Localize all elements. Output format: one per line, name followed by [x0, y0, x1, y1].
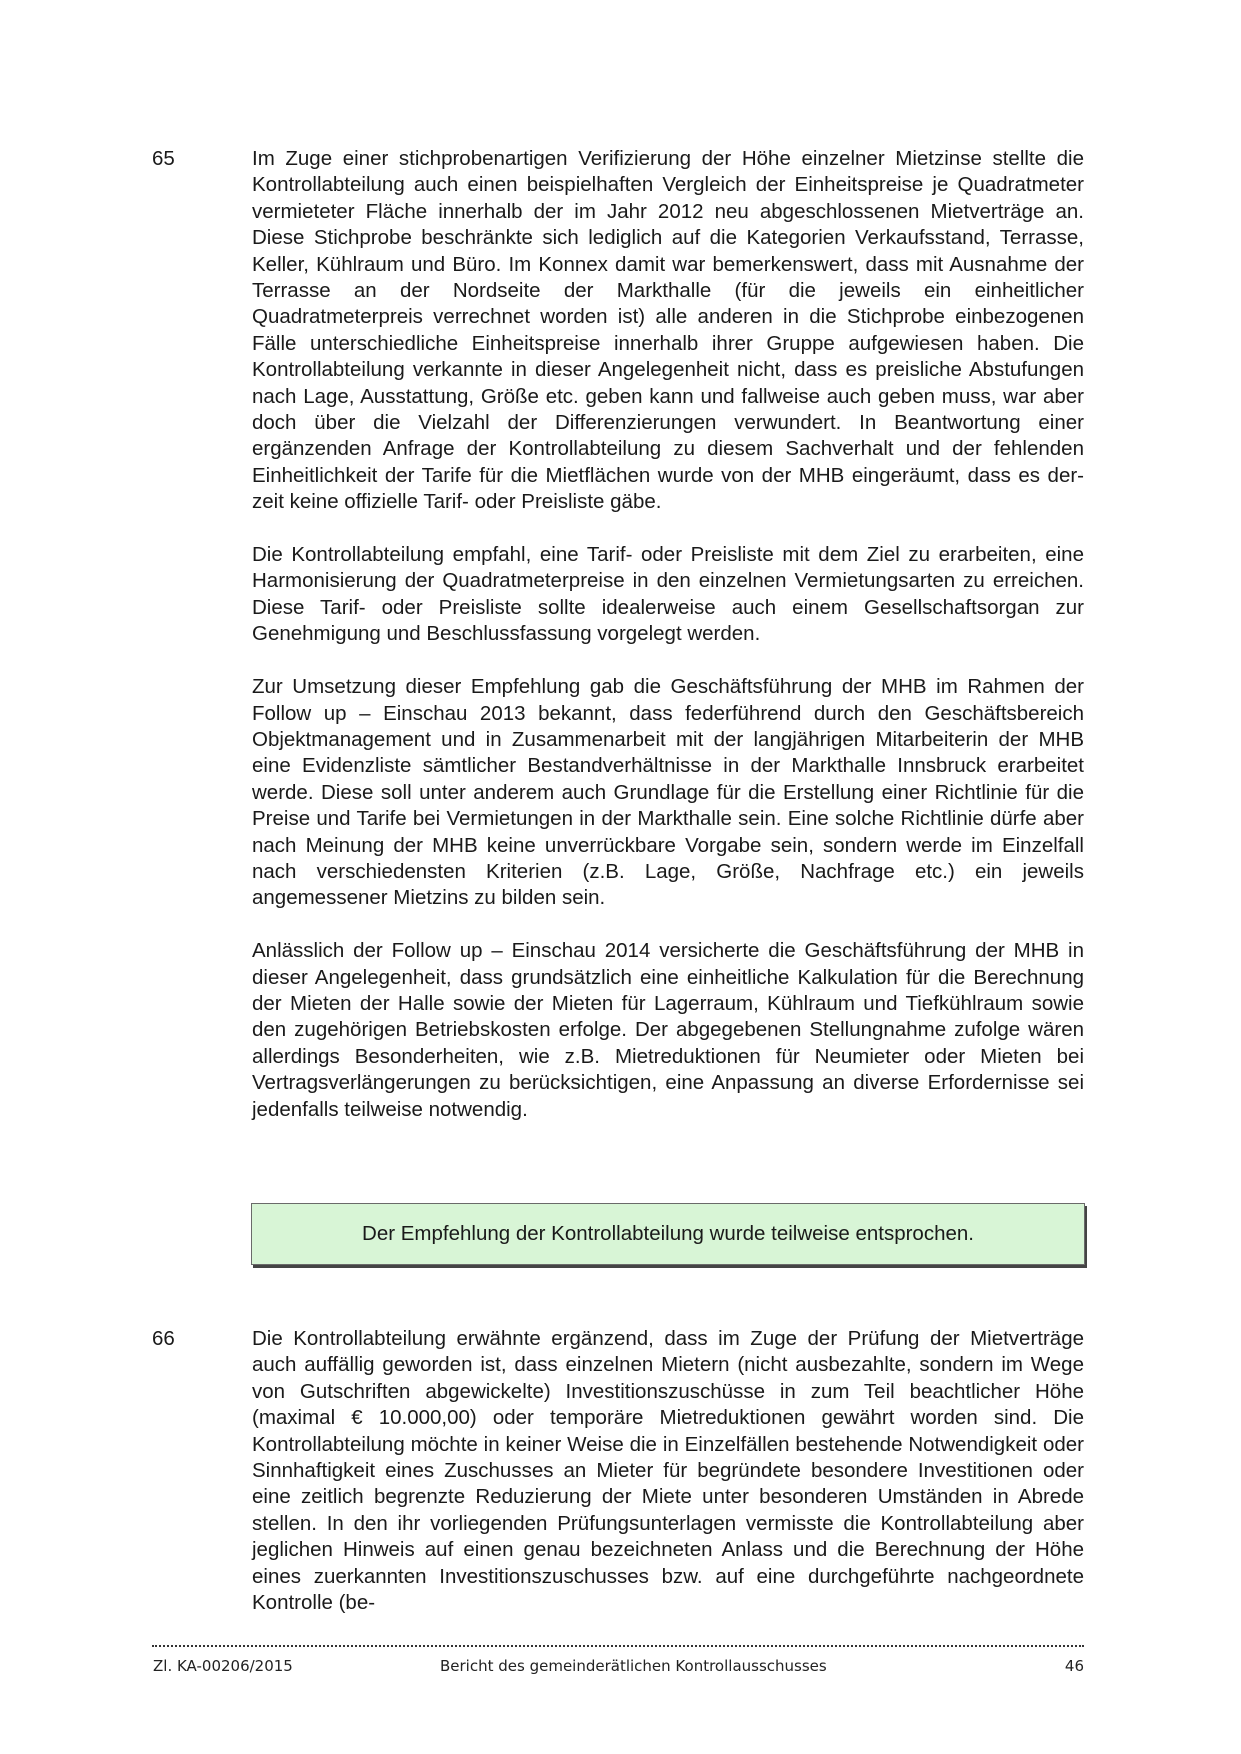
- paragraph: Die Kontrollabteilung erwähnte ergänzend, dass im Zuge der Prüfung der Mietverträge auch auffällig geworden ist, dass einzelnen Mietern (nicht ausbezahlte, sondern im Wege von Gutschriften abgewickelte) Investitionszuschüsse in zum Teil beachtlicher Höhe (maximal € 10.000,00) oder temporäre Mietreduktionen gewährt worden sind. Die Kontrollabteilung möchte in keiner Weise die in Einzelfällen bestehende Notwendigkeit oder Sinnhaftigkeit eines Zuschusses an Mieter für begründete besondere Investitionen oder eine zeitlich begrenzte Reduzierung der Miete unter besonderen Umständen in Abrede stellen. In den ihr vorliegenden Prüfungsunterlagen vermisste die Kontrollabteilung aber jeglichen Hinweis auf einen genau bezeichneten Anlass und die Berechnung der Höhe eines zuerkannten Investitionszuschusses bzw. auf eine durchgeführte nachgeordnete Kontrolle (be-: [252, 1327, 1084, 1615]
- section-number: 65: [152, 147, 175, 170]
- result-callout-text: Der Empfehlung der Kontrollabteilung wurde teilweise entsprochen.: [362, 1222, 974, 1245]
- section-number: 66: [152, 1327, 175, 1350]
- paragraph: Anlässlich der Follow up – Einschau 2014 versicherte die Geschäftsführung der MHB in dieser Angelegenheit, dass grundsätzlich eine einheitliche Kalkulation für die Berechnung der Mieten der Halle sowie der Mieten für Lagerraum, Kühlraum und Tiefkühlraum sowie den zugehörigen Betriebskosten erfolge. Der abgegebenen Stellungnahme zufolge wären allerdings Besonderheiten, wie z.B. Mietreduktionen für Neumieter oder Mieten bei Vertragsverlängerungen zu berücksichtigen, eine Anpassung an diverse Erfordernisse sei jedenfalls teilweise notwendig.: [252, 939, 1084, 1121]
- paragraph: Zur Umsetzung dieser Empfehlung gab die Geschäftsführung der MHB im Rahmen der Follow up – Einschau 2013 bekannt, dass federführend durch den Geschäftsbereich Objektmanagement und in Zusammenarbeit mit der langjährigen Mitarbeiterin der MHB eine Evidenzliste sämtlicher Bestandverhältnisse in der Markthalle Innsbruck erarbeitet werde. Diese soll unter anderem auch Grundlage für die Erstellung einer Richtlinie für die Preise und Tarife bei Vermietungen in der Markthalle sein. Eine solche Richtlinie dürfe aber nach Meinung der MHB keine unverrückbare Vorgabe sein, sondern werde im Einzelfall nach verschiedensten Kriterien (z.B. Lage, Größe, Nachfrage etc.) ein jeweils angemessener Mietzins zu bilden sein.: [252, 675, 1084, 910]
- footer-report-title: Bericht des gemeinderätlichen Kontrollausschusses: [440, 1657, 827, 1675]
- result-callout-box: [251, 1203, 1085, 1265]
- paragraph: Die Kontrollabteilung empfahl, eine Tarif- oder Preisliste mit dem Ziel zu erarbeiten, eine Harmonisierung der Quadratmeterpreise in den einzelnen Vermietungsarten zu erreichen. Diese Tarif- oder Preisliste sollte idealerweise auch einem Gesellschaftsorgan zur Genehmigung und Beschlussfassung vorgelegt werden.: [252, 543, 1084, 646]
- footer-reference: Zl. KA-00206/2015: [153, 1657, 293, 1675]
- paragraph: Im Zuge einer stichprobenartigen Verifizierung der Höhe einzelner Mietzinse stellte die Kontrollabteilung auch einen beispielhaften Vergleich der Einheitspreise je Quadratmeter vermieteter Fläche innerhalb der im Jahr 2012 neu abgeschlossenen Mietverträge an. Diese Stichprobe beschränkte sich lediglich auf die Kategorien Verkaufsstand, Terrasse, Keller, Kühlraum und Büro. Im Konnex damit war bemerkenswert, dass mit Ausnahme der Terrasse an der Nordseite der Markthalle (für die jeweils ein einheitlicher Quadratmeterpreis verrechnet worden ist) alle anderen in die Stichprobe einbezogenen Fälle unterschiedliche Einheitspreise innerhalb ihrer Gruppe aufgewiesen haben. Die Kontrollabteilung verkannte in dieser Angelegenheit nicht, dass es preisliche Abstufungen nach Lage, Ausstattung, Größe etc. geben kann und fallweise auch geben muss, war aber doch über die Vielzahl der Differenzierungen verwundert. In Beantwortung einer ergänzenden Anfrage der Kontrollabteilung zu diesem Sachverhalt und der fehlenden Einheitlichkeit der Tarife für die Mietflächen wurde von der MHB eingeräumt, dass es derzeit keine offizielle Tarif- oder Preisliste gäbe.: [252, 147, 1084, 514]
- footer-page-number: 46: [1064, 1657, 1084, 1675]
- section-body: [252, 146, 1084, 1123]
- section-body: [252, 1326, 1084, 1616]
- footer-divider: [152, 1645, 1084, 1647]
